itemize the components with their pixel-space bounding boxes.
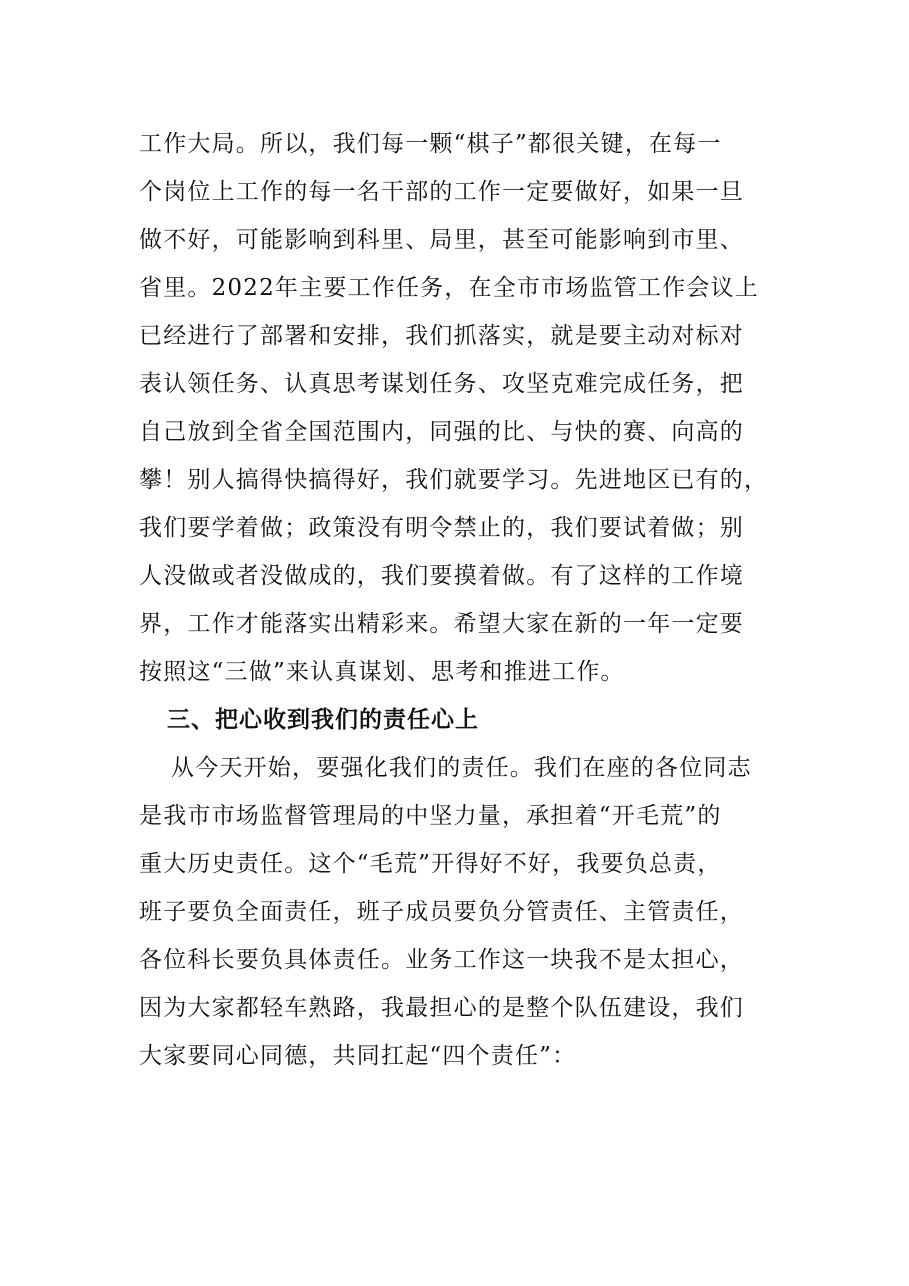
- text-line: 做不好，可能影响到科里、局里，甚至可能影响到市里、: [139, 227, 744, 253]
- text-line: 大家要同心同德，共同扛起“四个责任”：: [139, 1043, 577, 1069]
- text-line: 界，工作才能落实出精彩来。希望大家在新的一年一定要: [139, 611, 744, 637]
- paragraph-continuation: [139, 120, 779, 696]
- text-line: 表认领任务、认真思考谋划任务、攻坚克难完成任务，把: [139, 371, 744, 397]
- text-line: 人没做或者没做成的，我们要摸着做。有了这样的工作境: [139, 563, 744, 589]
- section-heading: 三、把心收到我们的责任心上: [167, 707, 479, 733]
- text-line: 个岗位上工作的每一名干部的工作一定要做好，如果一旦: [139, 179, 744, 205]
- text-line: 从今天开始，要强化我们的责任。我们在座的各位同志: [171, 755, 752, 781]
- text-line: 班子要负全面责任，班子成员要负分管责任、主管责任，: [139, 899, 744, 925]
- text-line: 是我市市场监督管理局的中坚力量，承担着“开毛荒”的: [139, 803, 722, 829]
- text-line: 按照这“三做”来认真谋划、思考和推进工作。: [139, 659, 625, 685]
- text-line: 省里。2022年主要工作任务，在全市市场监管工作会议上: [139, 275, 759, 301]
- text-line: 因为大家都轻车熟路，我最担心的是整个队伍建设，我们: [139, 995, 744, 1021]
- document-body: [139, 120, 779, 1080]
- text-line: 自己放到全省全国范围内，同强的比、与快的赛、向高的: [139, 419, 744, 445]
- text-line: 重大历史责任。这个“毛荒”开得好不好，我要负总责，: [139, 851, 722, 877]
- text-line: 攀！别人搞得快搞得好，我们就要学习。先进地区已有的，: [139, 467, 769, 493]
- text-line: 我们要学着做；政策没有明令禁止的，我们要试着做；别: [139, 515, 744, 541]
- paragraph-responsibility: [139, 744, 779, 1080]
- text-line: 工作大局。所以，我们每一颗“棋子”都很关键，在每一: [139, 131, 722, 157]
- text-line: 各位科长要负具体责任。业务工作这一块我不是太担心，: [139, 947, 744, 973]
- text-line: 已经进行了部署和安排，我们抓落实，就是要主动对标对: [139, 323, 744, 349]
